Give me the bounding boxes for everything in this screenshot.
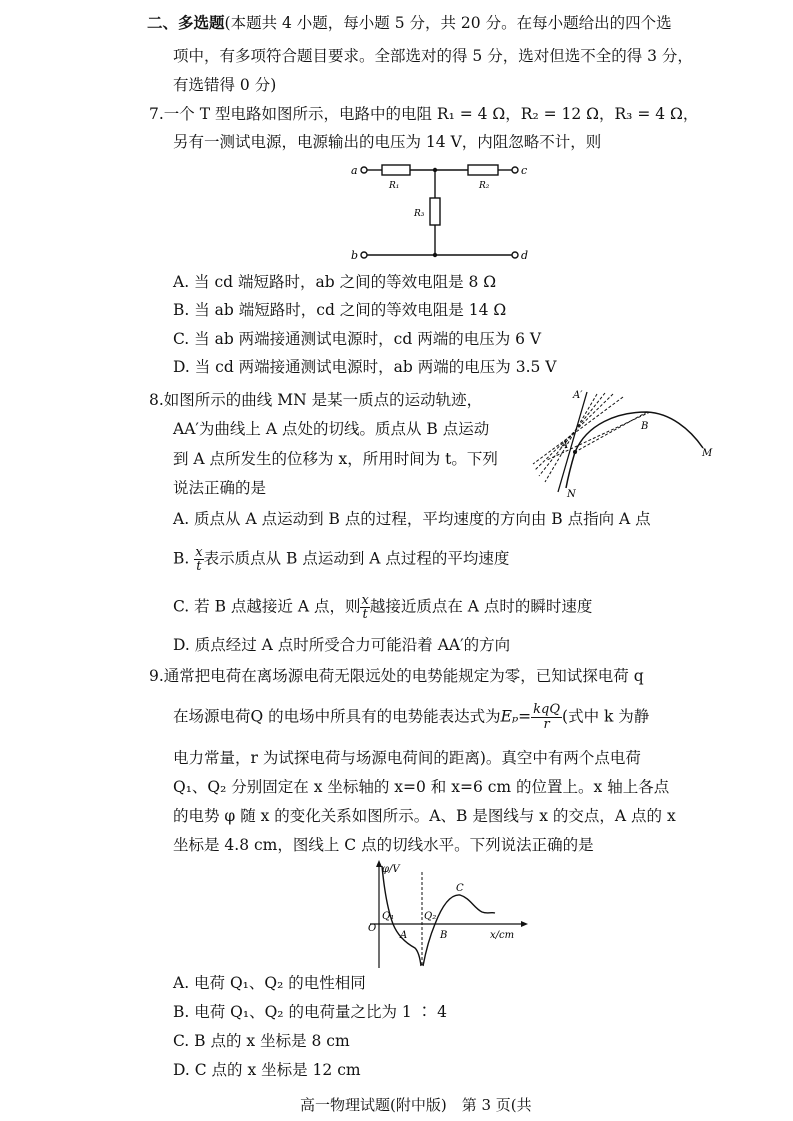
terminal-d-label: d	[521, 249, 529, 262]
question-9-option-b: B. 电荷 Q₁、Q₂ 的电荷量之比为 1 ∶ 4	[173, 1003, 447, 1021]
question-number: 8.	[149, 391, 164, 409]
point-a-label: A	[400, 930, 408, 941]
potential-graph	[360, 858, 530, 970]
section-instructions-line-1: (本题共 4 小题，每小题 5 分，共 20 分。在每小题给出的四个选	[224, 14, 672, 32]
question-7-option-d: D. 当 cd 两端接通测试电源时，ab 两端的电压为 3.5 V	[173, 358, 557, 376]
section-heading: 二、多选题	[147, 13, 225, 32]
label-b: B	[641, 421, 649, 432]
question-9-stem-line-6: 坐标是 4.8 cm，图线上 C 点的切线水平。下列说法正确的是	[173, 836, 594, 854]
question-8-option-d: D. 质点经过 A 点时所受合力可能沿着 AA′的方向	[173, 636, 511, 654]
terminal-c-label: c	[521, 164, 528, 177]
potential-energy-symbol: Eₚ=	[500, 707, 532, 726]
label-a: A	[561, 440, 569, 451]
question-8-stem-line-1	[149, 389, 482, 411]
question-9-option-c: C. B 点的 x 坐标是 8 cm	[173, 1032, 350, 1050]
terminal-b-label: b	[351, 249, 359, 262]
question-8-option-a: A. 质点从 A 点运动到 B 点的过程，平均速度的方向由 B 点指向 A 点	[173, 510, 651, 528]
question-number: 9.	[149, 667, 164, 685]
trajectory-diagram	[525, 384, 725, 500]
terminal-a-label: a	[351, 164, 358, 177]
section-header	[147, 12, 672, 34]
question-8-stem-line-2: AA′为曲线上 A 点处的切线。质点从 B 点运动	[173, 420, 490, 438]
label-a-prime: A′	[573, 390, 583, 401]
question-9-stem-line-2: 在场源电荷Q 的电场中所具有的电势能表达式为Eₚ= kqQ r (式中 k 为静	[173, 702, 650, 732]
label-n: N	[567, 489, 576, 500]
fraction-x-over-t: $\frac{x}{t}$	[361, 593, 369, 622]
question-stem: 一个 T 型电路如图所示，电路中的电阻 R₁ = 4 Ω，R₂ = 12 Ω，R₃ = 4 Ω，	[163, 105, 699, 123]
question-8-option-b: B. $\frac{x}{t}$ 表示质点从 B 点运动到 A 点过程的平均速度	[173, 545, 510, 574]
question-7-option-b: B. 当 ab 端短路时，cd 之间的等效电阻是 14 Ω	[173, 301, 507, 319]
question-stem: 通常把电荷在离场源电荷无限远处的电势能规定为零，已知试探电荷 q	[163, 667, 644, 685]
point-b-label: B	[440, 930, 448, 941]
y-axis-label: φ/V	[382, 864, 400, 875]
circuit-diagram	[340, 158, 540, 264]
section-instructions-line-3: 有选错得 0 分)	[173, 76, 277, 94]
question-7-stem-line-1	[149, 103, 698, 125]
label-m: M	[702, 448, 713, 459]
resistor-r1-label: R₁	[389, 181, 400, 191]
question-7-option-c: C. 当 ab 两端接通测试电源时，cd 两端的电压为 6 V	[173, 330, 542, 348]
origin-label: O	[368, 923, 377, 934]
question-9-stem-line-3: 电力常量，r 为试探电荷与场源电荷间的距离)。真空中有两个点电荷	[173, 749, 641, 767]
potential-energy-fraction: kqQ r	[533, 702, 561, 732]
point-c-label: C	[456, 883, 464, 894]
question-9-option-d: D. C 点的 x 坐标是 12 cm	[173, 1061, 361, 1079]
resistor-r3-label: R₃	[414, 209, 425, 219]
question-8-option-c: C. 若 B 点越接近 A 点，则 $\frac{x}{t}$ 越接近质点在 A 点时的瞬时速度	[173, 593, 593, 622]
question-9-option-a: A. 电荷 Q₁、Q₂ 的电性相同	[173, 974, 366, 992]
x-axis-label: x/cm	[490, 930, 515, 941]
question-8-stem-line-3: 到 A 点所发生的位移为 x，所用时间为 t。下列	[173, 450, 498, 468]
question-9-stem-line-4: Q₁、Q₂ 分别固定在 x 坐标轴的 x=0 和 x=6 cm 的位置上。x 轴上各点	[173, 778, 670, 796]
question-7-stem-line-2: 另有一测试电源，电源输出的电压为 14 V，内阻忽略不计，则	[173, 133, 602, 151]
page-footer: 高一物理试题(附中版) 第 3 页(共	[300, 1096, 532, 1114]
question-8-stem-line-4: 说法正确的是	[173, 479, 267, 497]
question-9-stem-line-5: 的电势 φ 随 x 的变化关系如图所示。A、B 是图线与 x 的交点，A 点的 x	[173, 807, 676, 825]
q1-label: Q₁	[382, 911, 395, 922]
question-stem: 如图所示的曲线 MN 是某一质点的运动轨迹，	[163, 391, 483, 409]
fraction-x-over-t: $\frac{x}{t}$	[195, 545, 203, 574]
q2-label: Q₂	[424, 911, 437, 922]
question-number: 7.	[149, 105, 164, 123]
question-7-option-a: A. 当 cd 端短路时，ab 之间的等效电阻是 8 Ω	[173, 273, 497, 291]
question-9-stem-line-1	[149, 665, 644, 687]
resistor-r2-label: R₂	[479, 181, 490, 191]
section-instructions-line-2: 项中，有多项符合题目要求。全部选对的得 5 分，选对但选不全的得 3 分，	[173, 47, 693, 65]
